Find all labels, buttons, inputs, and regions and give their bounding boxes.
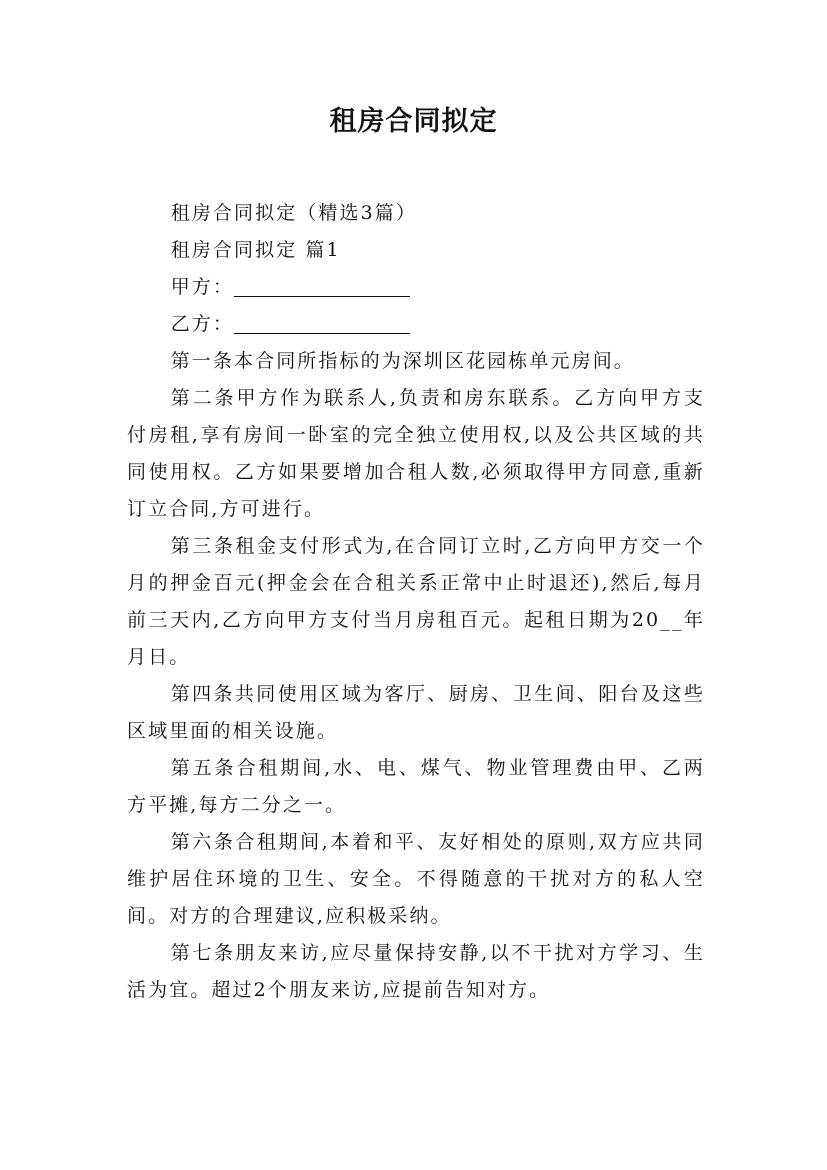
clause-4: 第四条共同使用区域为客厅、厨房、卫生间、阳台及这些区域里面的相关设施。 <box>127 683 705 742</box>
clause-5: 第五条合租期间,水、电、煤气、物业管理费由甲、乙两方平摊,每方二分之一。 <box>127 757 705 816</box>
section-heading: 租房合同拟定 篇1 <box>170 239 341 261</box>
document-title: 租房合同拟定 <box>329 106 498 137</box>
clause-6: 第六条合租期间,本着和平、友好相处的原则,双方应共同维护居住环境的卫生、安全。不得随意的干扰对方的私人空间。对方的合理建议,应积极采纳。 <box>127 831 705 927</box>
party-b-blank <box>234 311 410 334</box>
document-subtitle: 租房合同拟定（精选3篇） <box>170 202 417 224</box>
party-a-line <box>127 269 705 306</box>
party-a-blank <box>234 274 410 297</box>
clause-3: 第三条租金支付形式为,在合同订立时,乙方向甲方交一个月的押金百元(押金会在合租关系正常中止时退还),然后,每月前三天内,乙方向甲方支付当月房租百元。起租日期为20__年月日。 <box>127 535 705 668</box>
clause-2: 第二条甲方作为联系人,负责和房东联系。乙方向甲方支付房租,享有房间一卧室的完全独立使用权,以及公共区域的共同使用权。乙方如果要增加合租人数,必须取得甲方同意,重新订立合同,方可进行。 <box>127 387 705 520</box>
party-b-line <box>127 306 705 343</box>
document-body <box>127 195 705 1009</box>
clause-7: 第七条朋友来访,应尽量保持安静,以不干扰对方学习、生活为宜。超过2个朋友来访,应提前告知对方。 <box>127 942 705 1001</box>
party-a-label: 甲方： <box>170 276 234 298</box>
clause-1: 第一条本合同所指标的为深圳区花园栋单元房间。 <box>170 350 635 372</box>
party-b-label: 乙方： <box>170 313 234 335</box>
